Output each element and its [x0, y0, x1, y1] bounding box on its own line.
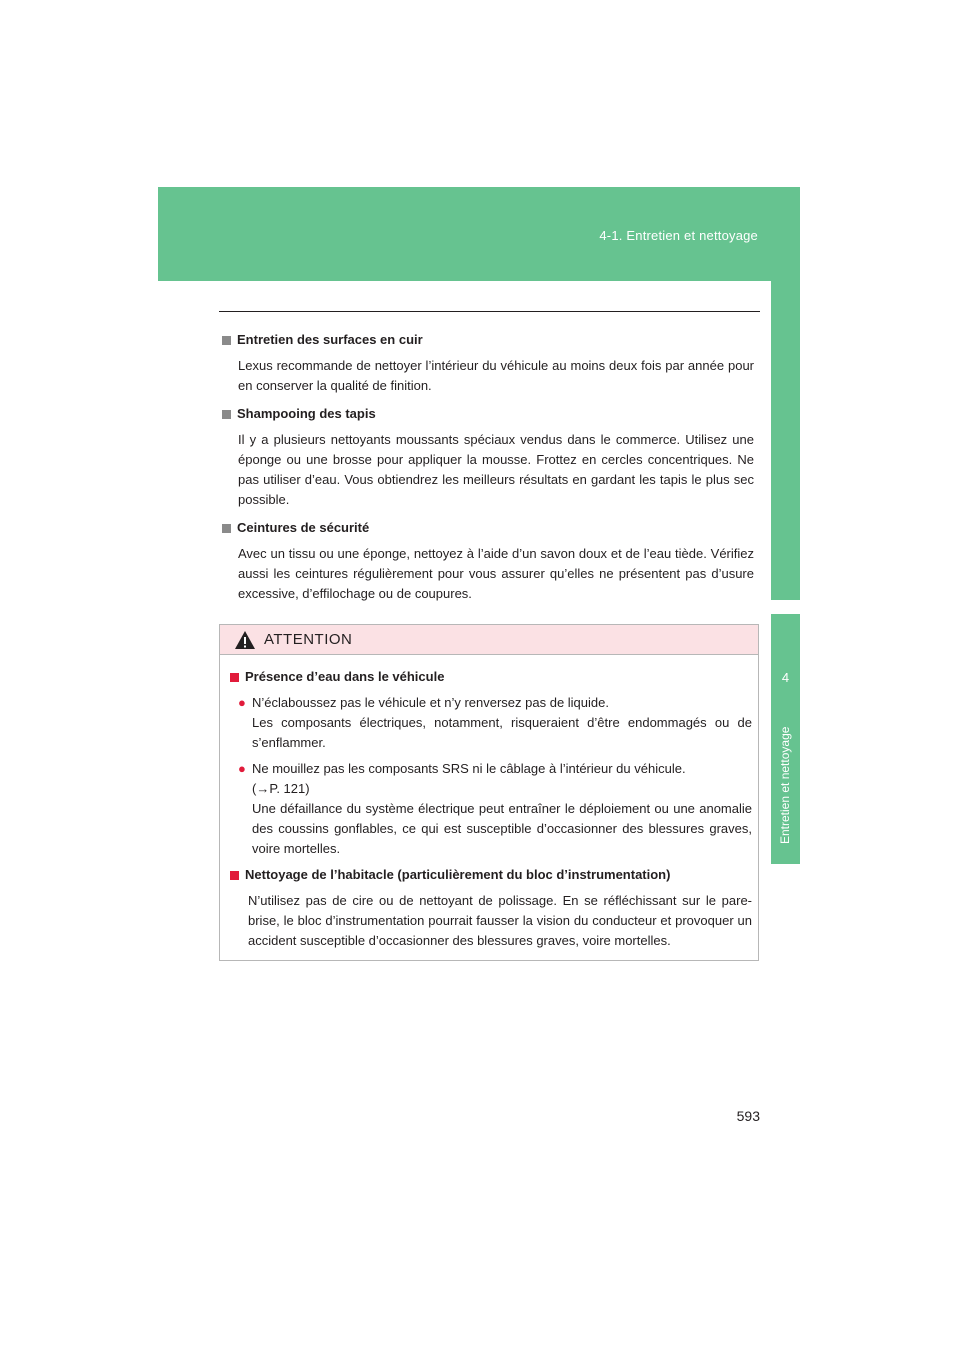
- section-carpet: [222, 404, 754, 510]
- chapter-label: Entretien et nettoyage: [778, 726, 792, 844]
- warning-header: [220, 625, 758, 655]
- main-content: [222, 330, 754, 612]
- side-tab-column: [771, 281, 800, 600]
- section-leather: [222, 330, 754, 396]
- section-text: Il y a plusieurs nettoyants moussants spéciaux vendus dans le commerce. Utilisez une éponge ou une brosse pour appliquer la mousse. Frottez en cercles concentriques. Ne pas utiliser d’eau. Vous obtiendrez les meilleurs résultats en gardant les tapis le plus sec possible.: [238, 432, 754, 507]
- square-bullet-icon: [222, 410, 231, 419]
- red-dot-icon: ●: [238, 695, 246, 710]
- red-dot-icon: ●: [238, 761, 246, 776]
- square-bullet-icon: [222, 524, 231, 533]
- warning-text: N’utilisez pas de cire ou de nettoyant de polissage. En se réfléchissant sur le pare-brise, le bloc d’instrumentation pourrait fausser la vision du conducteur et provoquer un accident susceptible d’occasionner des blessures graves, voire mortelles.: [248, 893, 752, 948]
- section-heading: Shampooing des tapis: [237, 406, 376, 421]
- section-text: Avec un tissu ou une éponge, nettoyez à l’aide d’un savon doux et de l’eau tiède. Vérifiez aussi les ceintures régulièrement pour vous assurer qu’elles ne présentent pas d’usure excessive, d’effilochage ou de coupures.: [238, 546, 754, 601]
- side-tab-separator: [771, 600, 800, 614]
- bullet-detail: Les composants électriques, notamment, risqueraient d’être endommagés ou de s’enflammer.: [252, 715, 752, 750]
- section-title: 4-1. Entretien et nettoyage: [599, 228, 758, 243]
- warning-content: [220, 655, 758, 951]
- bullet-text: Ne mouillez pas les composants SRS ni le câblage à l’intérieur du véhicule.: [252, 761, 686, 776]
- section-heading: Ceintures de sécurité: [237, 520, 370, 535]
- bullet-detail: Une défaillance du système électrique peut entraîner le déploiement ou une anomalie des coussins gonflables, ce qui est susceptible d’occasionner des blessures graves, voire mortelles.: [252, 801, 752, 856]
- warning-heading: Présence d’eau dans le véhicule: [245, 669, 445, 684]
- warning-triangle-icon: [234, 630, 256, 650]
- section-text: Lexus recommande de nettoyer l’intérieur du véhicule au moins deux fois par année pour en conserver la qualité de finition.: [238, 358, 754, 393]
- page-reference: (→P. 121): [252, 781, 310, 796]
- warning-box: [219, 624, 759, 961]
- bullet-text: N’éclaboussez pas le véhicule et n’y renversez pas de liquide.: [252, 695, 609, 710]
- warning-heading: Nettoyage de l’habitacle (particulièrement du bloc d’instrumentation): [245, 867, 671, 882]
- red-square-bullet-icon: [230, 871, 239, 880]
- list-item: [238, 759, 752, 859]
- red-square-bullet-icon: [230, 673, 239, 682]
- list-item: [238, 693, 752, 753]
- section-seatbelts: [222, 518, 754, 604]
- top-divider: [219, 311, 760, 312]
- warning-title: ATTENTION: [264, 631, 353, 648]
- square-bullet-icon: [222, 336, 231, 345]
- chapter-number: 4: [781, 670, 790, 685]
- header-band: [158, 187, 800, 281]
- section-heading: Entretien des surfaces en cuir: [237, 332, 423, 347]
- page-number: 593: [736, 1108, 760, 1124]
